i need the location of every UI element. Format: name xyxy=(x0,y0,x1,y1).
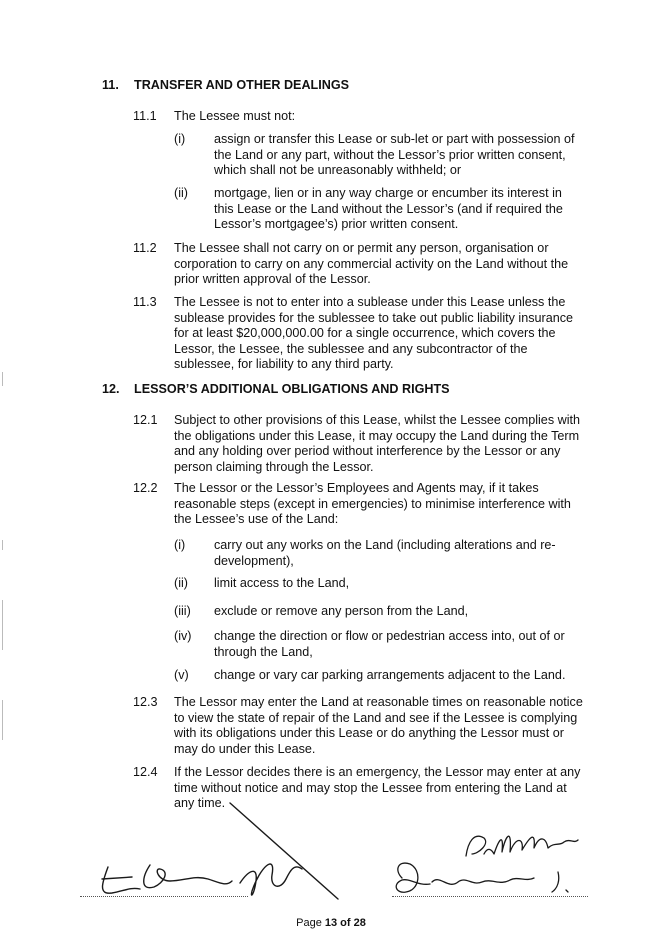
clause-number: 11.3 xyxy=(133,295,157,309)
sub-item xyxy=(174,604,584,620)
sub-item xyxy=(174,538,584,569)
section-number: 12. xyxy=(102,382,120,396)
page-label: Page xyxy=(296,917,325,929)
clause-number: 11.1 xyxy=(133,109,157,123)
clause-text: The Lessor may enter the Land at reasonable times on reasonable notice to view the state of repair of the Land and see if the Lessee is complying with its obligations under this Lease or do anything the Lessor must or may do under this Lease. xyxy=(174,695,583,756)
sub-item-number: (ii) xyxy=(174,576,188,590)
clause xyxy=(133,295,583,373)
sub-item-number: (i) xyxy=(174,538,186,552)
sub-item-text: assign or transfer this Lease or sub-let or part with possession of the Land or any part, without the Lessor’s prior written consent, which shall not be unreasonably withheld; or xyxy=(214,132,575,177)
scan-margin-mark xyxy=(2,600,3,650)
clause-number: 12.4 xyxy=(133,765,158,779)
sub-item-text: limit access to the Land, xyxy=(214,576,350,590)
clause xyxy=(133,413,583,475)
clause xyxy=(133,695,583,757)
section-title: TRANSFER AND OTHER DEALINGS xyxy=(134,78,350,92)
total-pages-number: 28 xyxy=(353,917,366,929)
sub-item xyxy=(174,132,584,179)
sub-item-text: carry out any works on the Land (including alterations and re-development), xyxy=(214,538,556,568)
clause-text: Subject to other provisions of this Lease, whilst the Lessee complies with the obligations under this Lease, it may occupy the Land during the Term and any holding over period without interference by the Lessor or any person claiming through the Lessor. xyxy=(174,413,581,474)
sub-item-number: (iv) xyxy=(174,629,192,643)
section-title: LESSOR’S ADDITIONAL OBLIGATIONS AND RIGHTS xyxy=(134,382,450,396)
clause-number: 12.1 xyxy=(133,413,158,427)
scan-margin-mark xyxy=(2,372,3,386)
sub-item-text: change the direction or flow or pedestrian access into, out of or through the Land, xyxy=(214,629,565,659)
sub-item-number: (v) xyxy=(174,668,189,682)
sub-item-number: (iii) xyxy=(174,604,191,618)
section-heading xyxy=(102,78,349,94)
section-heading xyxy=(102,382,450,398)
clause xyxy=(133,241,583,288)
sub-item xyxy=(174,668,584,684)
sub-item-text: change or vary car parking arrangements adjacent to the Land. xyxy=(214,668,566,682)
scan-margin-mark xyxy=(2,540,3,550)
clause-number: 12.2 xyxy=(133,481,158,495)
sub-item xyxy=(174,186,584,233)
sub-item xyxy=(174,629,584,660)
clause-text: The Lessee must not: xyxy=(174,109,296,123)
sub-item-text: mortgage, lien or in any way charge or encumber its interest in this Lease or the Land without the Lessor’s (and if required the Lessor’s mortgagee’s) prior written consent. xyxy=(214,186,563,231)
lessee-signature-line xyxy=(80,896,248,897)
section-number: 11. xyxy=(102,78,119,92)
clause-number: 12.3 xyxy=(133,695,158,709)
sub-item-number: (ii) xyxy=(174,186,188,200)
sub-item xyxy=(174,576,584,592)
clause-number: 11.2 xyxy=(133,241,157,255)
page-of-label: of xyxy=(337,917,354,929)
lessor-signature-line xyxy=(392,896,588,897)
clause-text: If the Lessor decides there is an emergency, the Lessor may enter at any time without notice and may stop the Lessee from entering the Land at any time. xyxy=(174,765,581,810)
clause xyxy=(133,481,583,528)
clause-text: The Lessee is not to enter into a sublease under this Lease unless the sublease provides for the sublessee to take out public liability insurance for at least $20,000,000.00 for a single occurrence, which covers the Lessor, the Lessee, the sublessee and any subcontractor of the sublessee, for liability to any third party. xyxy=(174,295,574,371)
scan-margin-mark xyxy=(2,700,3,740)
clause xyxy=(133,109,583,125)
sub-item-text: exclude or remove any person from the Land, xyxy=(214,604,469,618)
clause-text: The Lessor or the Lessor’s Employees and Agents may, if it takes reasonable steps (except in emergencies) to minimise interference with the Lessee’s use of the Land: xyxy=(174,481,571,526)
page-footer xyxy=(0,916,662,932)
current-page-number: 13 xyxy=(324,917,338,929)
clause-text: The Lessee shall not carry on or permit any person, organisation or corporation to carry on any commercial activity on the Land without the prior written approval of the Lessor. xyxy=(174,241,569,286)
lessee-signature xyxy=(80,795,350,905)
sub-item-number: (i) xyxy=(174,132,186,146)
